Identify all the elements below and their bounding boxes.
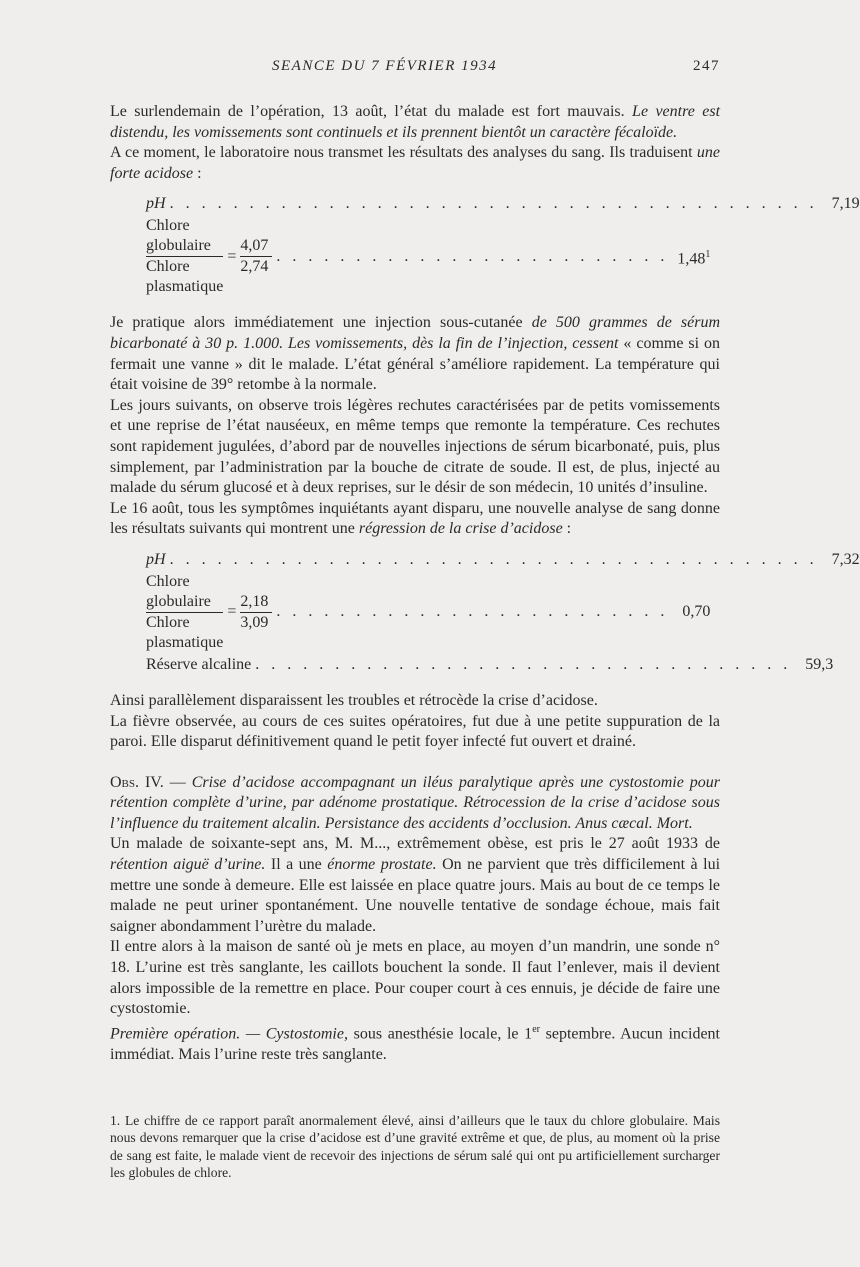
leader-dots: . . . . . . . . . . . . . . . . . . . . . . . . . <box>276 603 669 621</box>
paragraph-italic-text: rétention aiguë d’urine. <box>110 856 266 874</box>
equals-sign: = <box>227 247 237 265</box>
paragraph-italic-text: une forte acidose <box>110 144 720 182</box>
superscript: er <box>532 1023 540 1035</box>
leader-dots: . . . . . . . . . . . . . . . . . . . . . . . . . . . . . . . . . . <box>255 655 792 673</box>
leader-dots: . . . . . . . . . . . . . . . . . . . . . . . . . . . . . . . . . . . . . . . . . <box>169 195 818 213</box>
numerator-label: Chlore globulaire <box>146 572 211 610</box>
paragraph-text: On ne parvient que très difficilement à lui mettre une sonde à demeure. Elle est laissée en place quatre jours. Mais au bout de ce temps le malade ne peut uriner spontanément. Une nouvelle tentative de sondage échoue, mais fait saigner abondamment l’urètre du malade. <box>110 856 721 935</box>
paragraph: Il entre alors à la maison de santé où je mets en place, au moyen d’un mandrin, une sonde n° 18. L’urine est très sanglante, les caillots bouchent la sonde. Il faut l’enlever, mais il devient alors impossible de la remettre en place. Pour couper court à ces ennuis, je décide de faire une cystostomie. <box>110 938 720 1018</box>
paragraph-text: Je pratique alors immédiatement une injection sous-cutanée <box>110 314 523 332</box>
denominator-label: Chlore plasmatique <box>146 613 224 651</box>
paragraph <box>110 499 720 540</box>
paragraph-italic-text: énorme prostate. <box>327 856 437 874</box>
blood-analysis-table-1 <box>146 194 860 297</box>
paragraph: Ainsi parallèlement disparaissent les troubles et rétrocède la crise d’acidose. <box>110 691 598 709</box>
footnote: 1. Le chiffre de ce rapport paraît anormalement élevé, ainsi d’ailleurs que le taux du chlore globulaire. Mais nous devons remarquer que la crise d’acidose est d’une gravité extrême et que, de plus, au moment où la prise de sang est faite, le malade vient de recevoir des injections de sérum salé qui ont pu artificiellement surcharger les globules de chlore. <box>110 1113 720 1181</box>
reserve-value: 59,3 <box>805 655 834 673</box>
paragraph-text: : <box>566 520 572 538</box>
paragraph-text: sous anesthésie locale, le 1 <box>353 1025 533 1043</box>
paragraph <box>110 834 720 937</box>
header-title: SEANCE DU 7 FÉVRIER 1934 <box>272 58 498 74</box>
paragraph <box>110 1020 720 1066</box>
denominator-value: 3,09 <box>240 613 269 631</box>
paragraph-italic-text: Le ventre est distendu, les vomissements sont continuels et ils prennent bientôt un caractère fécaloïde. <box>110 103 721 141</box>
ph-label: pH <box>146 550 166 568</box>
ph-row <box>146 550 860 570</box>
paragraph-text: Un malade de soixante-sept ans, M. M..., extrêmement obèse, est pris le 27 août 1933 de <box>110 835 720 853</box>
chlore-ratio-row <box>146 572 711 653</box>
paragraph <box>110 102 720 143</box>
observation-label: Obs. IV. — <box>110 773 186 791</box>
paragraph <box>110 143 720 184</box>
page-number: 247 <box>693 58 720 74</box>
paragraph-italic-text: régression de la crise d’acidose <box>358 520 563 538</box>
chlore-ratio-row <box>146 216 711 297</box>
paragraph-text: A ce moment, le laboratoire nous transmet les résultats des analyses du sang. Ils traduisent <box>110 144 693 162</box>
observation-title: Crise d’acidose accompagnant un iléus paralytique après une cystostomie pour rétention complète d’urine, par adénome prostatique. Rétrocession de la crise d’acidose sous l’influence du traitement alcalin. Persistance des accidents d’occlusion. Anus cæcal. Mort. <box>110 773 720 832</box>
ph-row <box>146 194 860 214</box>
reserve-label: Réserve alcaline <box>146 655 252 673</box>
paragraph-italic-text: de 500 grammes de sérum bicarbonaté à 30 p. 1.000. Les vomissements, dès la fin de l’injection, cessent <box>110 314 721 352</box>
blood-analysis-table-2 <box>146 550 860 675</box>
paragraph-text: Le surlendemain de l’opération, 13 août, l’état du malade est fort mauvais. <box>110 103 625 120</box>
observation-heading <box>110 773 720 835</box>
fraction-values <box>240 236 272 277</box>
denominator-value: 2,74 <box>240 258 269 276</box>
fraction-numerator <box>146 216 223 257</box>
denominator-label: Chlore plasmatique <box>146 258 224 296</box>
ratio-value: 0,70 <box>682 603 711 621</box>
equals-sign: = <box>227 603 237 621</box>
paragraph-text: Il a une <box>270 856 322 874</box>
numerator-label: Chlore globulaire <box>146 217 211 255</box>
running-header <box>110 58 720 82</box>
paragraph-text: : <box>197 164 202 182</box>
ph-value: 7,32 <box>831 550 860 568</box>
footnote-marker: 1 <box>705 248 711 260</box>
chlore-fraction <box>146 216 223 297</box>
numerator-value: 2,18 <box>240 592 272 613</box>
paragraph: La fièvre observée, au cours de ces suites opératoires, fut due à une petite suppuration de la paroi. Elle disparut définitivement quand le petit foyer infecté fut ouvert et drainé. <box>110 712 720 751</box>
ratio-value: 1,48 <box>677 250 706 268</box>
reserve-row <box>146 655 834 675</box>
chlore-fraction <box>146 572 223 653</box>
leader-dots: . . . . . . . . . . . . . . . . . . . . . . . . . . . . . . . . . . . . . . . . . <box>169 550 818 568</box>
ph-label: pH <box>146 195 166 213</box>
paragraph-italic-text: Première opération. — Cystostomie, <box>110 1025 348 1043</box>
paragraph-text: « comme si on fermait une vanne » dit le malade. L’état général s’améliore rapidement. La température qui était voisine de 39° retombe à la normale. <box>110 334 720 394</box>
paragraph <box>110 313 720 395</box>
paragraph-text: septembre. Aucun incident immédiat. Mais l’urine reste très sanglante. <box>110 1025 720 1063</box>
leader-dots: . . . . . . . . . . . . . . . . . . . . . . . . . <box>276 247 669 265</box>
paragraph: Les jours suivants, on observe trois légères rechutes caractérisées par de petits vomissements et une reprise de l’état nauséeux, en même temps que remonte la température. Ces rechutes sont rapidement jugulées, d’abord par de nouvelles injections de sérum bicarbonaté, puis, plus simplement, par l’administration par la bouche de citrate de soude. Il est, de plus, injecté au malade du sérum glucosé et à deux reprises, sur le désir de son médecin, 10 unités d’insuline. <box>110 396 720 497</box>
fraction-numerator <box>146 572 223 613</box>
paragraph-text: Le 16 août, tous les symptômes inquiétants ayant disparu, une nouvelle analyse de sang donne les résultats suivants qui montrent une <box>110 499 720 538</box>
ph-value: 7,19 <box>831 195 860 213</box>
fraction-values <box>240 592 272 633</box>
main-text <box>110 102 860 1065</box>
ratio-value-wrap <box>672 245 710 269</box>
numerator-value: 4,07 <box>240 236 272 257</box>
